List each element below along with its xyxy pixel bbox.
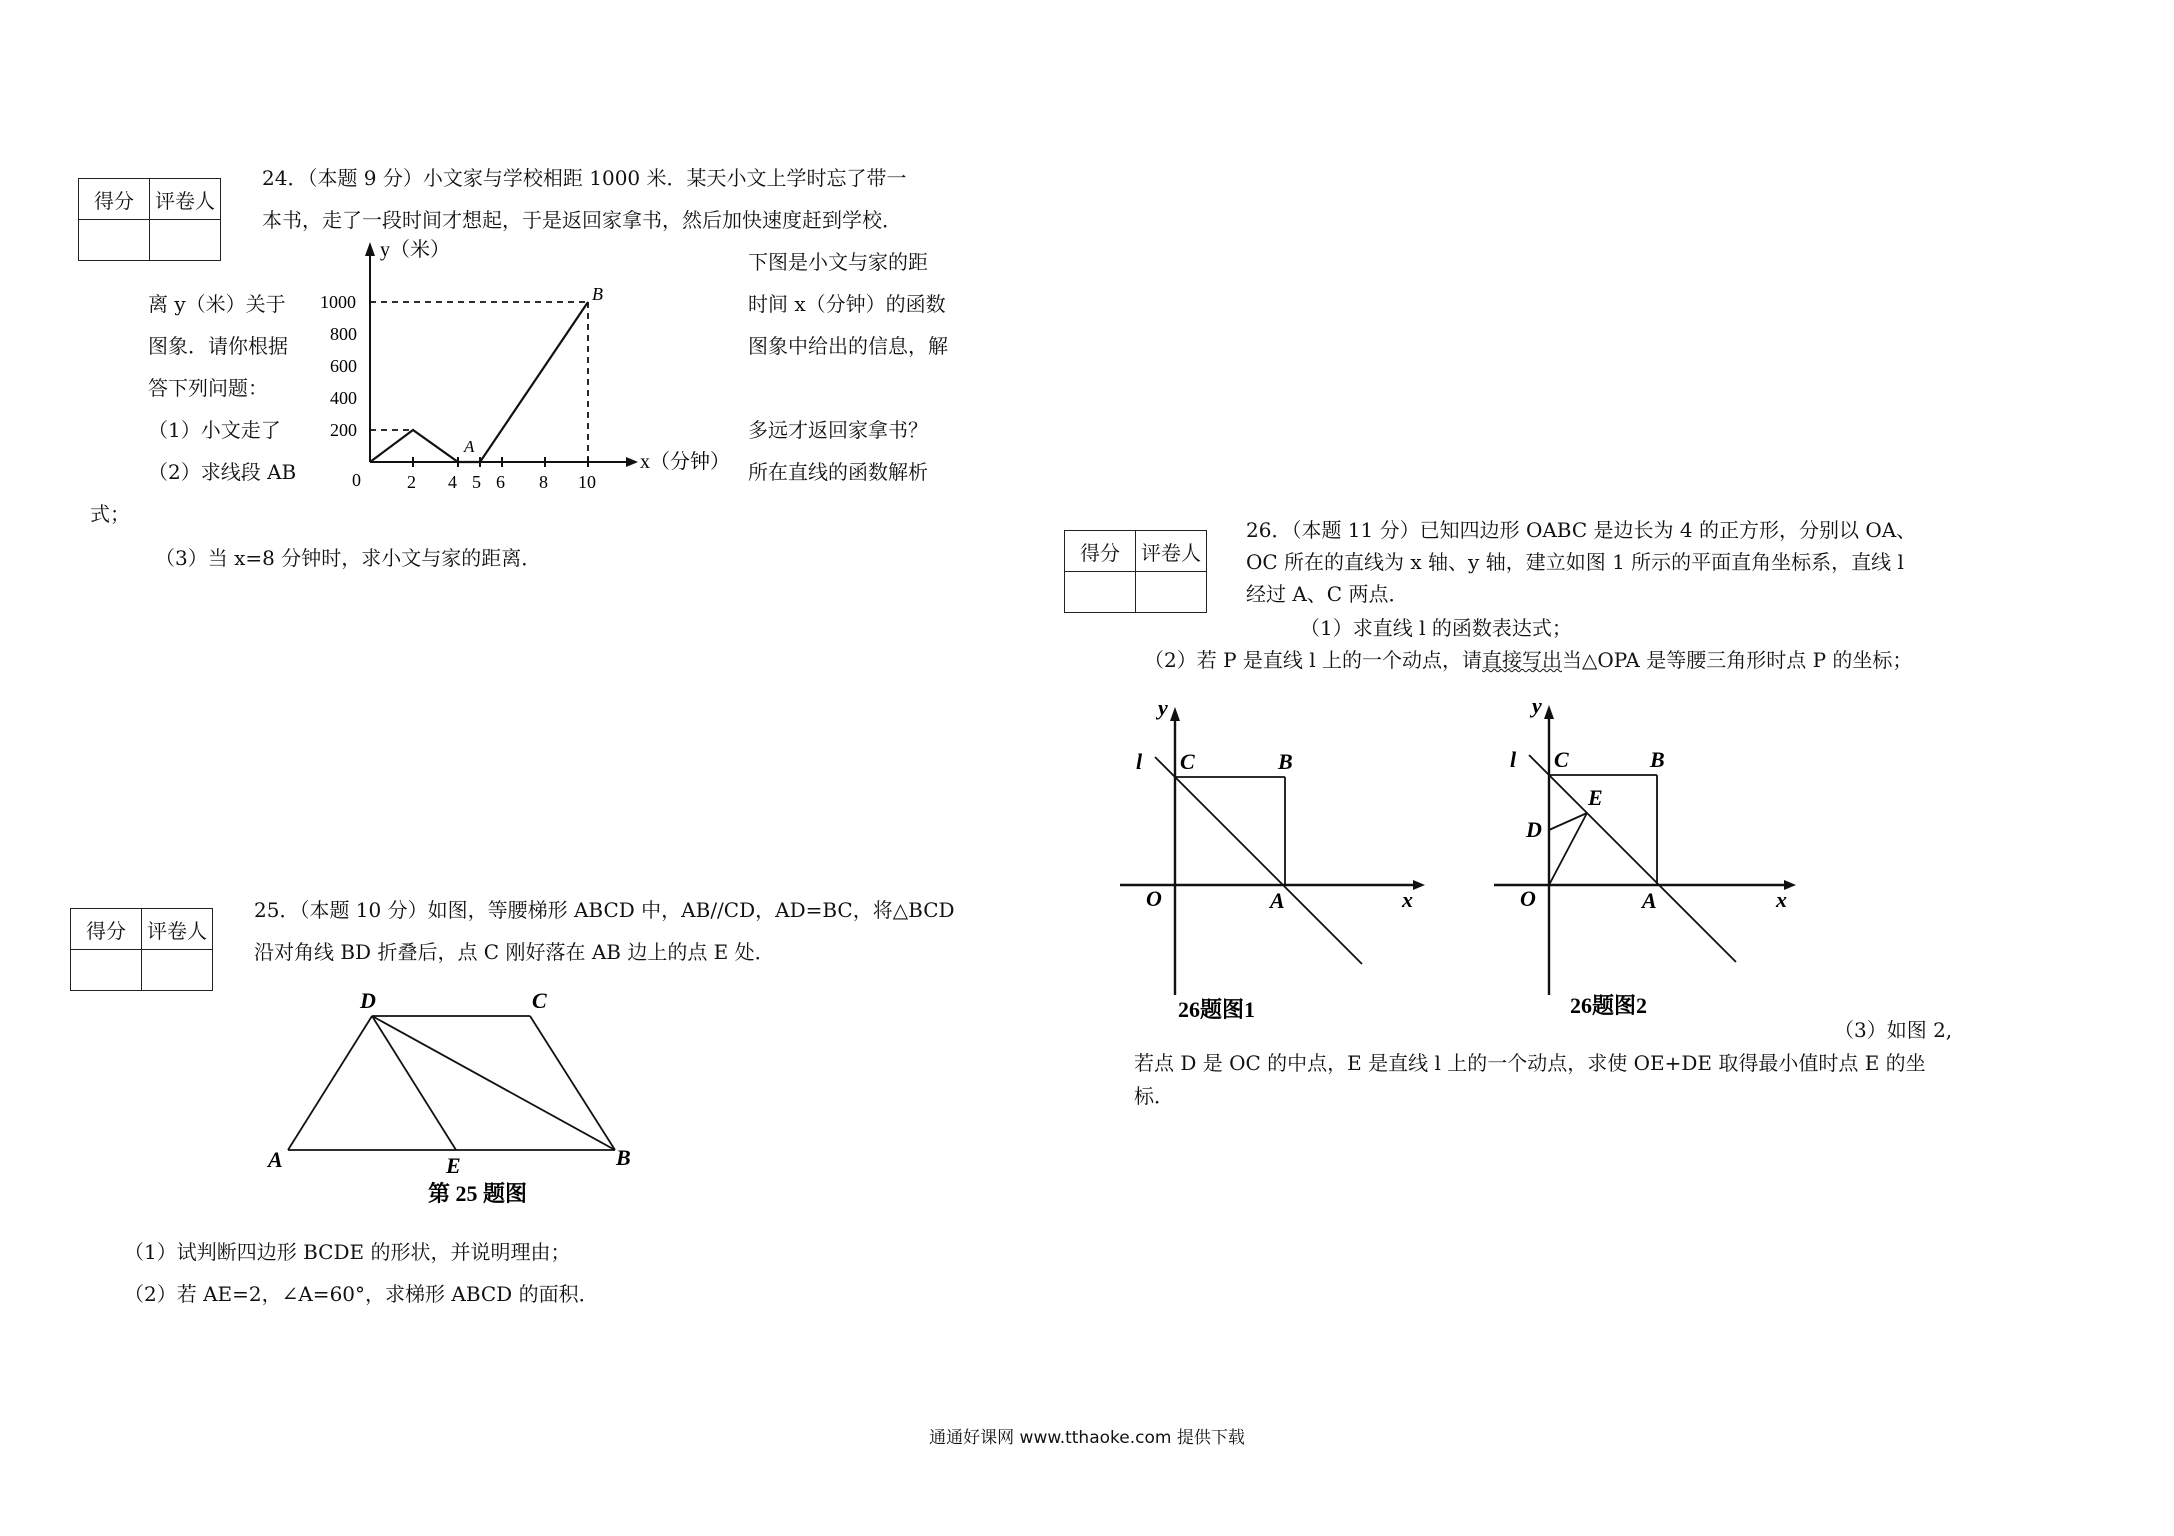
fig2-x-label: x xyxy=(1776,887,1787,912)
q24-left6: 式； xyxy=(90,502,130,526)
grader-cell xyxy=(142,950,213,991)
grader-cell xyxy=(150,220,221,261)
x-tick-5: 5 xyxy=(472,472,481,492)
score-box-24 xyxy=(78,178,221,261)
x-tick-6: 6 xyxy=(496,472,505,492)
q25-label-c: C xyxy=(532,988,547,1013)
fig1-y-label: y xyxy=(1158,695,1168,720)
fig1-c-label: C xyxy=(1180,749,1195,774)
score-label: 得分 xyxy=(1065,531,1136,572)
q25-figure xyxy=(260,985,640,1215)
fig1-b-label: B xyxy=(1278,749,1293,774)
q24-sub3: （3）当 x=8 分钟时，求小文与家的距离． xyxy=(155,546,542,570)
q24-graph xyxy=(320,230,760,500)
grader-cell xyxy=(1136,572,1207,613)
x-tick-10: 10 xyxy=(578,472,596,492)
q24-function-line xyxy=(370,302,588,462)
fig1-a-label: A xyxy=(1270,888,1285,913)
grader-label: 评卷人 xyxy=(150,179,221,220)
x-tick-2: 2 xyxy=(407,472,416,492)
origin-label: 0 xyxy=(352,470,361,490)
q26-sub2 xyxy=(1144,646,1912,674)
q24-line1: 24．（本题 9 分）小文家与学校相距 1000 米．某天小文上学时忘了带一 xyxy=(262,166,907,190)
q24-left1: 离 y（米）关于 xyxy=(148,292,286,316)
q24-right2: 时间 x（分钟）的函数 xyxy=(748,292,946,316)
grader-label: 评卷人 xyxy=(1136,531,1207,572)
q26-sub3-c: 标． xyxy=(1134,1084,1174,1108)
y-tick-1000: 1000 xyxy=(320,292,356,312)
q25-caption: 第 25 题图 xyxy=(428,1181,528,1206)
x-tick-4: 4 xyxy=(448,472,457,492)
score-cell xyxy=(71,950,142,991)
q26-line1: 26．（本题 11 分）已知四边形 OABC 是边长为 4 的正方形，分别以 OA、 xyxy=(1246,518,1917,542)
q25-line1: 25．（本题 10 分）如图，等腰梯形 ABCD 中，AB//CD，AD=BC，将△BCD xyxy=(254,898,955,922)
q25-sub1: （1）试判断四边形 BCDE 的形状，并说明理由； xyxy=(124,1240,571,1264)
x-axis-label: x（分钟） xyxy=(640,451,730,473)
q26-sub3-b: 若点 D 是 OC 的中点，E 是直线 l 上的一个动点，求使 OE+DE 取得最小值时点 E 的坐 xyxy=(1134,1051,1926,1075)
q24-left2: 图象．请你根据 xyxy=(148,334,288,358)
fig1-x-label: x xyxy=(1402,887,1413,912)
fig2-a-label: A xyxy=(1642,888,1657,913)
q26-sub2-emphasis: 直接写出 xyxy=(1482,648,1563,672)
q25-label-a: A xyxy=(268,1147,283,1172)
fig1-o-label: O xyxy=(1146,886,1162,911)
q24-right5: 所在直线的函数解析 xyxy=(748,460,928,484)
page-footer: 通通好课网 www.tthaoke.com 提供下载 xyxy=(929,1428,1245,1448)
fig2-caption: 26题图2 xyxy=(1570,993,1648,1018)
q26-figure-2 xyxy=(1484,695,1804,1035)
q26-line2: OC 所在的直线为 x 轴、y 轴，建立如图 1 所示的平面直角坐标系，直线 l xyxy=(1246,550,1904,574)
q26-sub2-a: （2）若 P 是直线 l 上的一个动点，请 xyxy=(1144,648,1483,672)
score-box-25 xyxy=(70,908,213,991)
q24-right1: 下图是小文与家的距 xyxy=(748,250,928,274)
q26-sub3-a: （3）如图 2, xyxy=(1834,1018,1953,1042)
y-tick-400: 400 xyxy=(330,388,357,408)
q26-figure-1 xyxy=(1110,695,1430,1035)
q24-right3: 图象中给出的信息，解 xyxy=(748,334,948,358)
q24-left3: 答下列问题： xyxy=(148,376,268,400)
y-tick-200: 200 xyxy=(330,420,357,440)
q25-sub2: （2）若 AE=2，∠A=60°，求梯形 ABCD 的面积． xyxy=(124,1282,599,1306)
y-axis-label: y（米） xyxy=(380,239,450,261)
y-tick-800: 800 xyxy=(330,324,357,344)
score-cell xyxy=(1065,572,1136,613)
fig2-l-label: l xyxy=(1510,747,1517,772)
q26-sub2-b: 当△OPA 是等腰三角形时点 P 的坐标； xyxy=(1562,648,1913,672)
y-tick-600: 600 xyxy=(330,356,357,376)
fig2-b-label: B xyxy=(1650,747,1665,772)
q24-right4: 多远才返回家拿书？ xyxy=(748,418,928,442)
q24-left4: （1）小文走了 xyxy=(148,418,281,442)
fig2-e-label: E xyxy=(1588,785,1603,810)
fig2-y-label: y xyxy=(1532,695,1542,718)
grader-label: 评卷人 xyxy=(142,909,213,950)
q26-sub1: （1）求直线 l 的函数表达式； xyxy=(1300,616,1572,640)
fig1-caption: 26题图1 xyxy=(1178,997,1256,1022)
fig2-d-label: D xyxy=(1526,817,1542,842)
q24-line2: 本书，走了一段时间才想起，于是返回家拿书，然后加快速度赶到学校． xyxy=(262,208,902,232)
point-b-label: B xyxy=(592,284,603,304)
q25-label-b: B xyxy=(616,1145,631,1170)
fig2-c-label: C xyxy=(1554,747,1569,772)
q25-line2: 沿对角线 BD 折叠后，点 C 刚好落在 AB 边上的点 E 处． xyxy=(254,940,775,964)
point-a-label: A xyxy=(464,437,475,456)
q25-label-d: D xyxy=(360,988,376,1013)
x-tick-8: 8 xyxy=(539,472,548,492)
q24-left5: （2）求线段 AB xyxy=(148,460,297,484)
q25-label-e: E xyxy=(446,1153,461,1178)
score-label: 得分 xyxy=(71,909,142,950)
score-cell xyxy=(79,220,150,261)
score-label: 得分 xyxy=(79,179,150,220)
fig2-o-label: O xyxy=(1520,886,1536,911)
fig1-l-label: l xyxy=(1136,749,1143,774)
score-box-26 xyxy=(1064,530,1207,613)
q26-line3: 经过 A、C 两点． xyxy=(1246,582,1409,606)
